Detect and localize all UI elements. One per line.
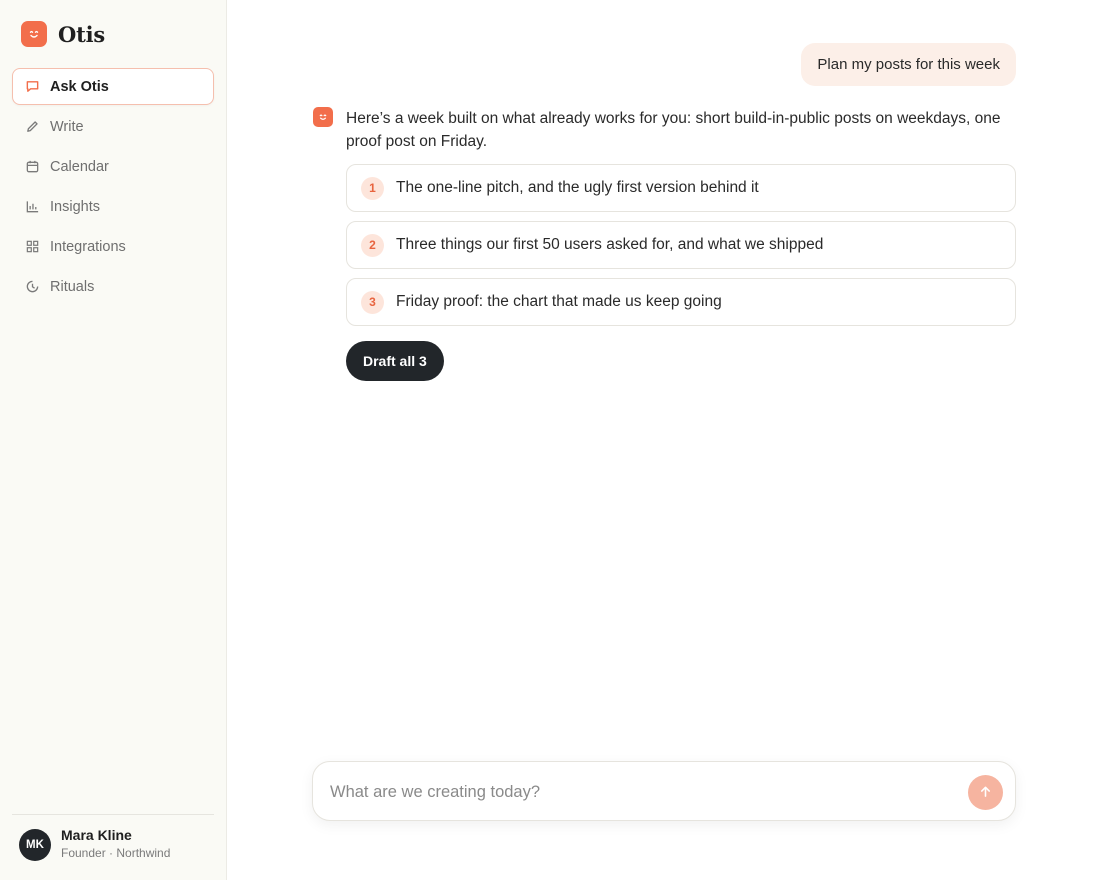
sidebar-nav bbox=[12, 68, 214, 308]
plan-item-number: 2 bbox=[361, 234, 384, 257]
sidebar-item-label: Rituals bbox=[50, 278, 95, 295]
sidebar-item-insights[interactable] bbox=[12, 188, 214, 225]
draft-all-button[interactable]: Draft all 3 bbox=[346, 341, 444, 381]
sidebar-item-label: Write bbox=[50, 118, 84, 135]
calendar-icon bbox=[24, 159, 40, 175]
pencil-icon bbox=[24, 119, 40, 135]
plan-item-number: 1 bbox=[361, 177, 384, 200]
profile-name: Mara Kline bbox=[61, 827, 132, 843]
avatar: MK bbox=[19, 829, 51, 861]
plan-item-number: 3 bbox=[361, 291, 384, 314]
user-message: Plan my posts for this week bbox=[801, 43, 1016, 86]
plan-item-title: Three things our first 50 users asked for, and what we shipped bbox=[396, 236, 824, 253]
plan-item-card[interactable] bbox=[346, 164, 1016, 212]
sidebar-item-ask-otis[interactable] bbox=[12, 68, 214, 105]
assistant-avatar-icon bbox=[313, 107, 333, 127]
chat-bubble-icon bbox=[24, 79, 40, 95]
assistant-message: Here’s a week built on what already works for you: short build-in-public posts on weekdays, one proof post on Friday. bbox=[346, 110, 1001, 150]
plan-item-card[interactable] bbox=[346, 221, 1016, 269]
send-button[interactable] bbox=[968, 775, 1003, 810]
brand[interactable] bbox=[21, 21, 105, 47]
arrow-up-icon bbox=[979, 785, 992, 801]
sidebar-item-integrations[interactable] bbox=[12, 228, 214, 265]
plan-item-title: Friday proof: the chart that made us keep going bbox=[396, 293, 722, 310]
clock-icon bbox=[24, 279, 40, 295]
smiley-face-icon bbox=[21, 21, 47, 47]
sidebar-item-rituals[interactable] bbox=[12, 268, 214, 305]
sidebar-item-calendar[interactable] bbox=[12, 148, 214, 185]
sidebar-item-label: Calendar bbox=[50, 158, 109, 175]
sidebar-item-write[interactable] bbox=[12, 108, 214, 145]
user-profile[interactable] bbox=[19, 827, 170, 862]
sidebar-item-label: Integrations bbox=[50, 238, 126, 255]
sidebar bbox=[0, 0, 227, 880]
composer bbox=[312, 761, 1016, 821]
plan-item-card[interactable] bbox=[346, 278, 1016, 326]
profile-role: Founder · Northwind bbox=[61, 846, 171, 860]
sidebar-item-label: Insights bbox=[50, 198, 100, 215]
composer-input[interactable] bbox=[330, 776, 950, 808]
grid-icon bbox=[24, 239, 40, 255]
app-name: Otis bbox=[58, 21, 105, 47]
sidebar-item-label: Ask Otis bbox=[50, 78, 109, 95]
sidebar-divider bbox=[12, 814, 214, 815]
plan-item-title: The one-line pitch, and the ugly first version behind it bbox=[396, 179, 759, 196]
bar-chart-icon bbox=[24, 199, 40, 215]
